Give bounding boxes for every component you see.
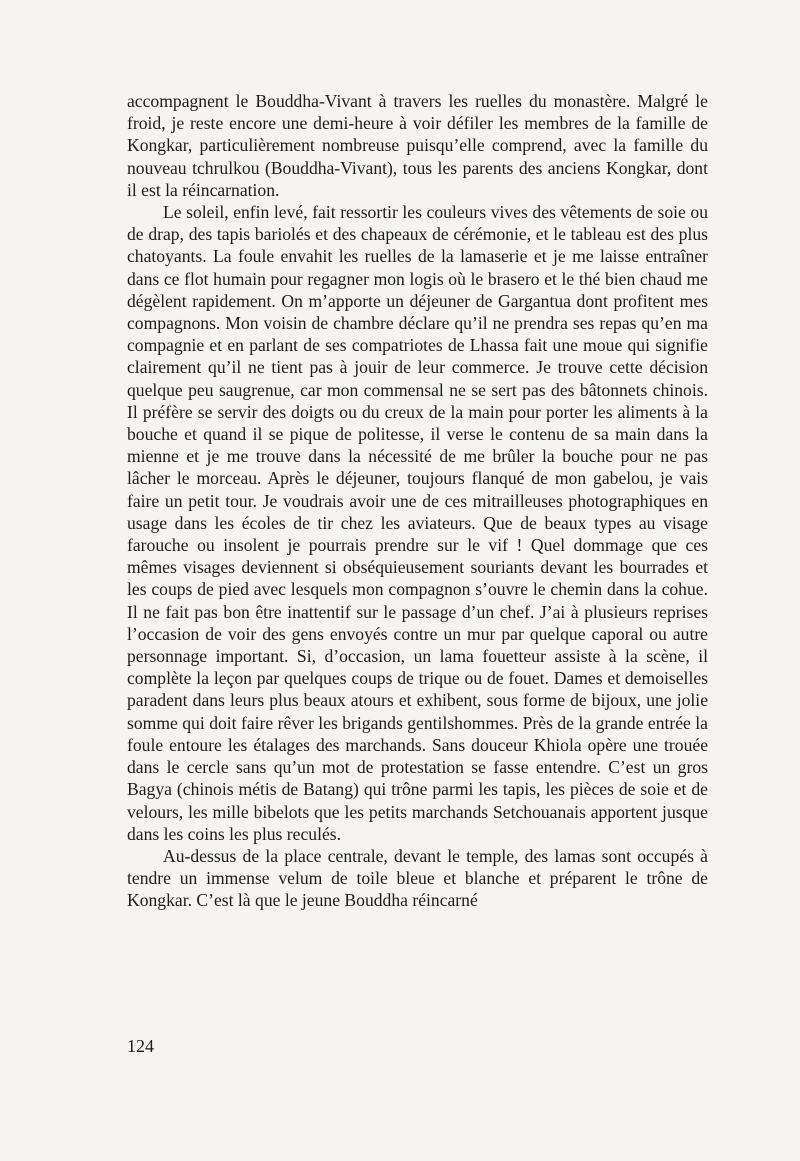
body-text (127, 90, 708, 912)
paragraph-2: Le soleil, enfin levé, fait ressortir les couleurs vives des vêtements de soie ou de drap, des tapis bariolés et des chapeaux de cérémonie, et le tableau est des plus chatoyants. La foule envahit les ruelles de la lamaserie et je me laisse entraîner dans ce flot humain pour regagner mon logis où le brasero et le thé bien chaud me dégèlent rapidement. On m’apporte un déjeuner de Gargantua dont profitent mes compagnons. Mon voisin de chambre déclare qu’il ne prendra ses repas qu’en ma compagnie et en parlant de ses compatriotes de Lhassa fait une moue qui signifie clairement qu’il ne tient pas à jouir de leur commerce. Je trouve cette décision quelque peu saugrenue, car mon commensal ne se sert pas des bâtonnets chinois. Il préfère se servir des doigts ou du creux de la main pour porter les aliments à la bouche et quand il se pique de politesse, il verse le contenu de sa main dans la mienne et je me trouve dans la nécessité de me brûler la bouche pour ne pas lâcher le morceau. Après le déjeuner, toujours flanqué de mon gabelou, je vais faire un petit tour. Je voudrais avoir une de ces mitrailleuses photographiques en usage dans les écoles de tir chez les aviateurs. Que de beaux types au visage farouche ou insolent je pourrais prendre sur le vif ! Quel dommage que ces mêmes visages deviennent si obséquieusement souriants devant les bourrades et les coups de pied avec lesquels mon compagnon s’ouvre le chemin dans la cohue. Il ne fait pas bon être inattentif sur le passage d’un chef. J’ai à plusieurs reprises l’occasion de voir des gens envoyés contre un mur par quelque caporal ou autre personnage important. Si, d’occasion, un lama fouetteur assiste à la scène, il complète la leçon par quelques coups de trique ou de fouet. Dames et demoiselles paradent dans leurs plus beaux atours et exhibent, sous forme de bijoux, une jolie somme qui doit faire rêver les brigands gentilshommes. Près de la grande entrée la foule entoure les étalages des marchands. Sans douceur Khiola opère une trouée dans le cercle sans qu’un mot de protestation se fasse entendre. C’est un gros Bagya (chinois métis de Batang) qui trône parmi les tapis, les pièces de soie et de velours, les mille bibelots que les petits marchands Setchouanais apportent jusque dans les coins les plus reculés. (127, 202, 708, 844)
page-number: 124 (127, 1036, 154, 1056)
paragraph-3: Au-dessus de la place centrale, devant le temple, des lamas sont occupés à tendre un immense velum de toile bleue et blanche et préparent le trône de Kongkar. C’est là que le jeune Bouddha réincarné (127, 845, 708, 911)
paragraph-1: accompagnent le Bouddha-Vivant à travers les ruelles du monastère. Malgré le froid, je reste encore une demi-heure à voir défiler les membres de la famille de Kongkar, particulièrement nombreuse puisqu’elle comprend, avec la famille du nouveau tchrulkou (Bouddha-Vivant), tous les parents des anciens Kongkar, dont il est la réincarnation. (127, 91, 708, 200)
